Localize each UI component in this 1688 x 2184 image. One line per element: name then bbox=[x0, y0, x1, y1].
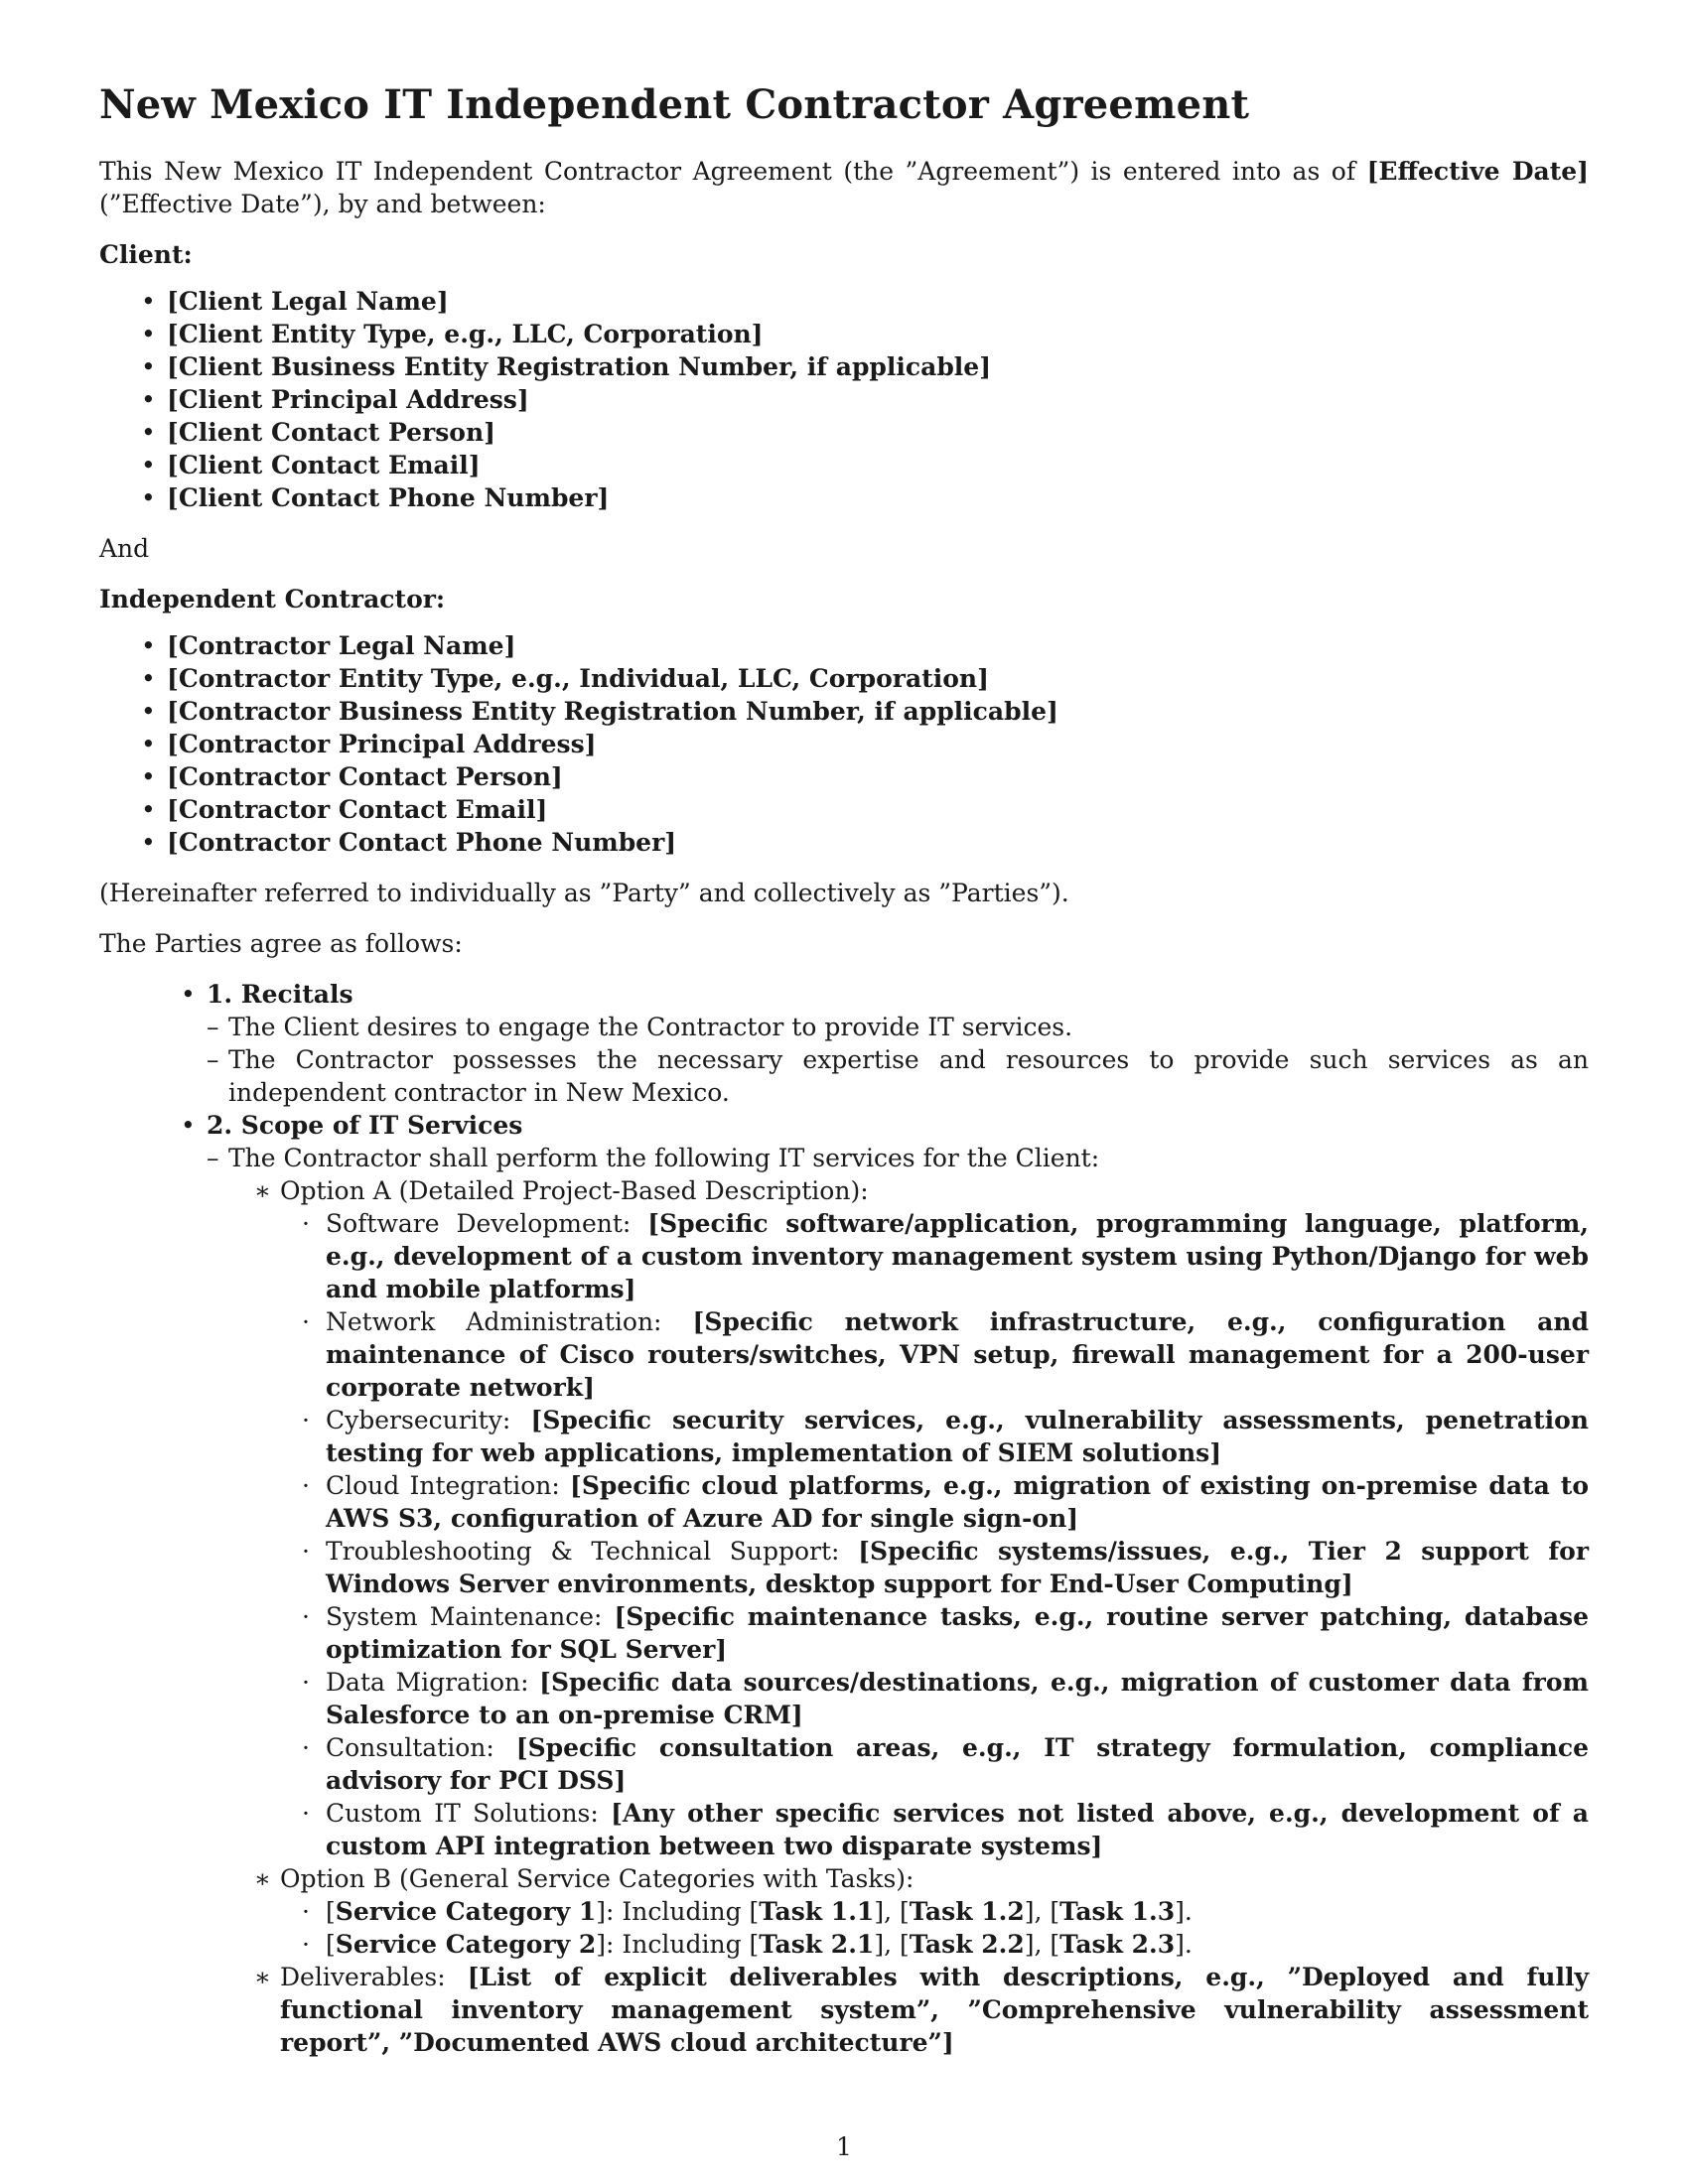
section-scope bbox=[207, 1109, 1589, 2059]
list-item: • [Contractor Business Entity Registration Number, if applicable] bbox=[167, 695, 1589, 728]
scope-lead: – The Contractor shall perform the following IT services for the Client: bbox=[228, 1142, 1589, 1174]
service-label: Cloud Integration: bbox=[326, 1471, 571, 1500]
section-heading: • 2. Scope of IT Services bbox=[207, 1109, 1589, 1142]
category-name: Service Category 2 bbox=[335, 1930, 597, 1959]
including-text: : Including bbox=[606, 1897, 750, 1926]
option-b-list bbox=[280, 1895, 1589, 1961]
deliverables-text bbox=[280, 1961, 1589, 2059]
client-list bbox=[99, 285, 1589, 514]
service-detail: [Specific maintenance tasks, e.g., routine server patching, database optimization for SQL Server] bbox=[326, 1602, 1589, 1664]
list-item: • [Contractor Principal Address] bbox=[167, 728, 1589, 760]
list-item bbox=[326, 1731, 1589, 1797]
recital-text: – The Client desires to engage the Contractor to provide IT services. bbox=[228, 1011, 1589, 1043]
deliverables-label: Deliverables: bbox=[280, 1963, 468, 1991]
page-number: 1 bbox=[836, 2132, 852, 2161]
list-item: • [Contractor Contact Phone Number] bbox=[167, 826, 1589, 859]
task-name: Task 2.3 bbox=[1059, 1930, 1176, 1959]
deliverables-detail: [List of explicit deliverables with descriptions, e.g., ”Deployed and fully functional inventory management system”, ”Comprehensive vulnerability assessment report”, ”Documented AWS cloud architecture”] bbox=[280, 1963, 1589, 2057]
document-page bbox=[99, 81, 1589, 2059]
list-item bbox=[326, 1600, 1589, 1666]
list-item: • [Contractor Entity Type, e.g., Individual, LLC, Corporation] bbox=[167, 662, 1589, 695]
task-name: Task 2.2 bbox=[909, 1930, 1025, 1959]
task-name: Task 1.1 bbox=[759, 1897, 875, 1926]
task-name: Task 2.1 bbox=[759, 1930, 875, 1959]
list-item: • [Client Contact Phone Number] bbox=[167, 481, 1589, 514]
option-a bbox=[280, 1174, 1589, 1862]
list-item: • [Client Business Entity Registration Number, if applicable] bbox=[167, 350, 1589, 383]
list-item bbox=[326, 1469, 1589, 1535]
list-item bbox=[326, 1404, 1589, 1469]
list-item: • [Client Legal Name] bbox=[167, 285, 1589, 318]
scope-options bbox=[228, 1174, 1589, 2059]
client-label: Client: bbox=[99, 240, 193, 269]
effective-date-placeholder: [Effective Date] bbox=[1366, 157, 1589, 186]
service-label: Network Administration: bbox=[326, 1307, 693, 1336]
service-detail: [Specific cloud platforms, e.g., migration of existing on-premise data to AWS S3, configuration of Azure AD for single sign-on] bbox=[326, 1471, 1589, 1533]
service-detail: [Specific data sources/destinations, e.g., migration of customer data from Salesforce to an on-premise CRM] bbox=[326, 1668, 1589, 1729]
service-label: Consultation: bbox=[326, 1733, 516, 1762]
list-item bbox=[326, 1666, 1589, 1731]
recitals-list bbox=[207, 1011, 1589, 1109]
list-item: • [Client Contact Person] bbox=[167, 416, 1589, 449]
section-recitals bbox=[207, 978, 1589, 1109]
scope-list bbox=[207, 1142, 1589, 2059]
option-b bbox=[280, 1862, 1589, 1961]
service-detail: [Specific consultation areas, e.g., IT strategy formulation, compliance advisory for PCI DSS] bbox=[326, 1733, 1589, 1795]
service-label: Custom IT Solutions: bbox=[326, 1799, 612, 1828]
intro-text: This New Mexico IT Independent Contractor Agreement (the ”Agreement”) is entered into as of bbox=[99, 157, 1367, 186]
service-label: Data Migration: bbox=[326, 1668, 540, 1697]
and-text: And bbox=[99, 534, 150, 563]
option-a-list bbox=[280, 1207, 1589, 1862]
list-item bbox=[228, 1011, 1589, 1043]
list-item bbox=[326, 1207, 1589, 1305]
list-item: • [Contractor Contact Person] bbox=[167, 760, 1589, 793]
option-b-label: ∗ Option B (General Service Categories with Tasks): bbox=[280, 1862, 1589, 1895]
deliverables bbox=[280, 1961, 1589, 2059]
agree-text: The Parties agree as follows: bbox=[99, 929, 463, 958]
service-detail: [Specific security services, e.g., vulnerability assessments, penetration testing for web applications, implementation of SIEM solutions] bbox=[326, 1406, 1589, 1467]
list-item: · [Service Category 2]: Including [Task 2.1], [Task 2.2], [Task 2.3]. bbox=[326, 1928, 1589, 1961]
list-item: • [Contractor Legal Name] bbox=[167, 629, 1589, 662]
hereinafter-text: (Hereinafter referred to individually as ”Party” and collectively as ”Parties”). bbox=[99, 879, 1069, 907]
list-item: · [Service Category 1]: Including [Task 1.1], [Task 1.2], [Task 1.3]. bbox=[326, 1895, 1589, 1928]
task-name: Task 1.3 bbox=[1059, 1897, 1176, 1926]
list-item bbox=[326, 1535, 1589, 1600]
contractor-label: Independent Contractor: bbox=[99, 585, 446, 614]
list-item: • [Client Entity Type, e.g., LLC, Corporation] bbox=[167, 318, 1589, 350]
service-label: Troubleshooting & Technical Support: bbox=[326, 1537, 859, 1566]
service-label: Software Development: bbox=[326, 1209, 648, 1238]
service-label: Cybersecurity: bbox=[326, 1406, 531, 1434]
list-item: • [Client Contact Email] bbox=[167, 449, 1589, 481]
category-name: Service Category 1 bbox=[335, 1897, 597, 1926]
page-title: New Mexico IT Independent Contractor Agreement bbox=[99, 81, 1250, 128]
list-item bbox=[228, 1043, 1589, 1109]
including-text: : Including bbox=[606, 1930, 750, 1959]
list-item bbox=[326, 1797, 1589, 1862]
service-detail: [Any other specific services not listed above, e.g., development of a custom API integration between two disparate systems] bbox=[326, 1799, 1589, 1860]
service-detail: [Specific network infrastructure, e.g., configuration and maintenance of Cisco routers/switches, VPN setup, firewall management for a 200-user corporate network] bbox=[326, 1307, 1589, 1402]
section-heading: • 1. Recitals bbox=[207, 978, 1589, 1011]
service-detail: [Specific systems/issues, e.g., Tier 2 support for Windows Server environments, desktop support for End-User Computing] bbox=[326, 1537, 1589, 1598]
service-detail: [Specific software/application, programming language, platform, e.g., development of a custom inventory management system using Python/Django for web and mobile platforms] bbox=[326, 1209, 1589, 1303]
list-item: • [Client Principal Address] bbox=[167, 383, 1589, 416]
task-name: Task 1.2 bbox=[909, 1897, 1025, 1926]
list-item bbox=[228, 1142, 1589, 2059]
intro-text-end: (”Effective Date”), by and between: bbox=[99, 190, 546, 218]
list-item bbox=[326, 1305, 1589, 1404]
sections-list bbox=[99, 978, 1589, 2059]
intro-paragraph bbox=[99, 155, 1589, 220]
option-a-label: ∗ Option A (Detailed Project-Based Description): bbox=[280, 1174, 1589, 1207]
service-label: System Maintenance: bbox=[326, 1602, 615, 1631]
contractor-list bbox=[99, 629, 1589, 859]
list-item: • [Contractor Contact Email] bbox=[167, 793, 1589, 826]
recital-text: – The Contractor possesses the necessary expertise and resources to provide such services as an independent contractor in New Mexico. bbox=[228, 1043, 1589, 1109]
